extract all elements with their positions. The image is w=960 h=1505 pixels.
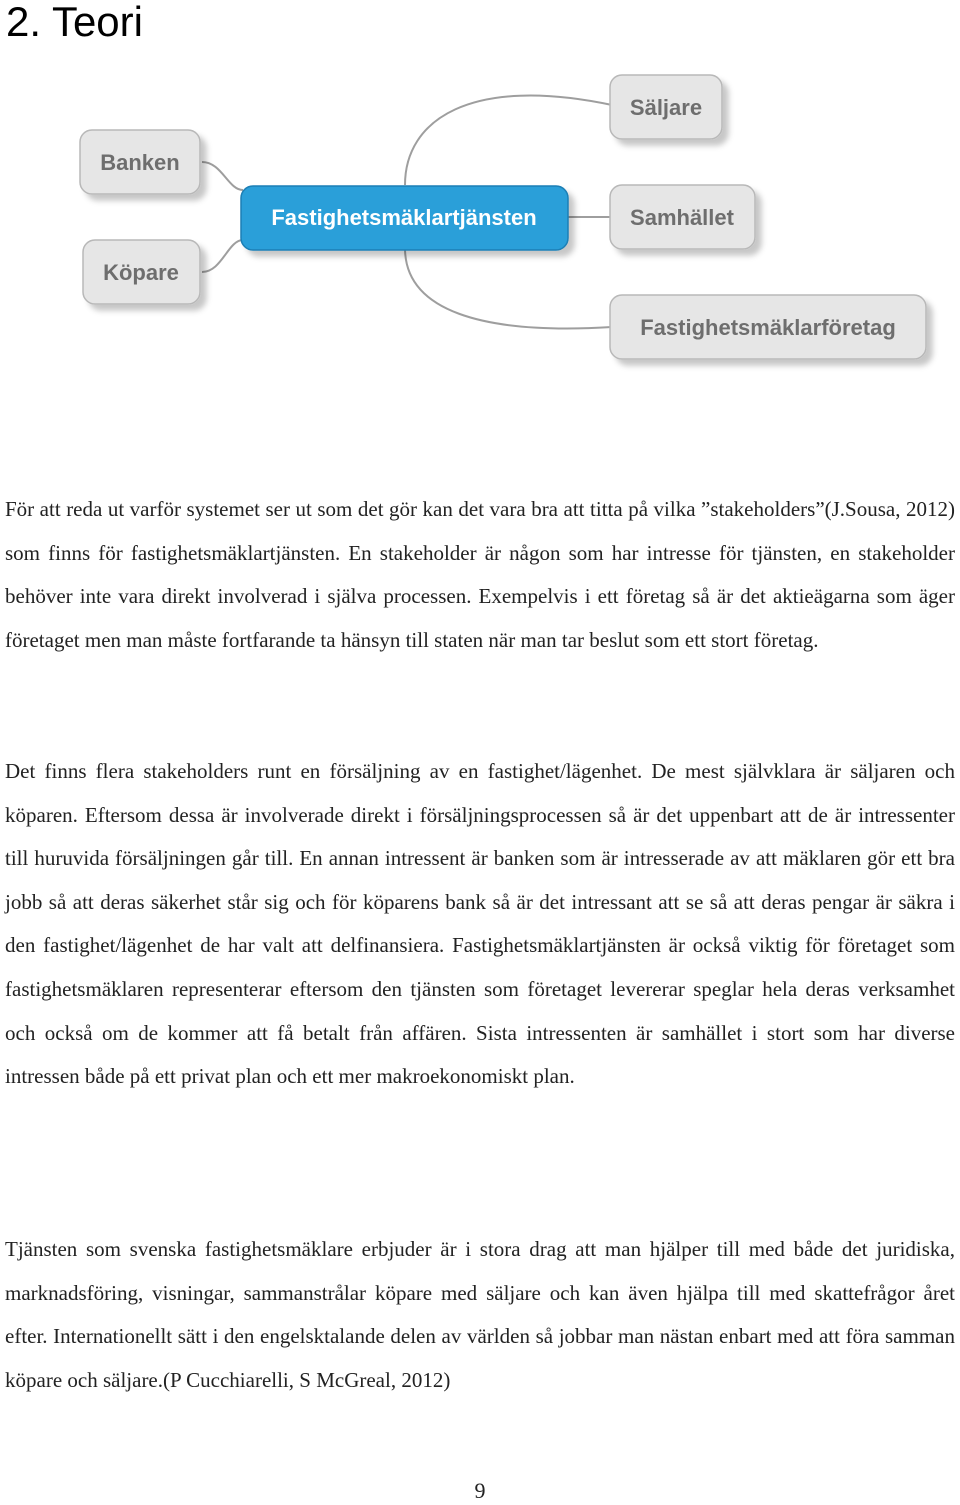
paragraph-2: Det finns flera stakeholders runt en försäljning av en fastighet/lägenhet. De mest självklara är säljaren och köparen. Eftersom dessa är involverade direkt i försäljningsprocessen så är det uppenbart att de är intressenter till huruvida försäljningen går till. En annan intressent är banken som är intresserade av att mäklaren gör ett bra jobb så att deras säkerhet står sig och för köparens bank så är det intressant att se så att deras pengar är säkra i den fastighet/lägenhet de har valt att delfinansiera. Fastighetsmäklartjänsten är också viktig för företaget som fastighetsmäklaren representerar eftersom den tjänsten som företaget levererar speglar hela deras verksamhet och också om de kommer att få betalt från affären. Sista intressenten är samhället i stort som har diverse intressen både på ett privat plan och ett mer makroekonomiskt plan.: [5, 759, 955, 1089]
paragraph-3: Tjänsten som svenska fastighetsmäklare erbjuder är i stora drag att man hjälper till med både det juridiska, marknadsföring, visningar, sammanstrålar köpare med säljare och kan även hjälpa till med skattefrågor året efter. Internationellt sätt i den engelsktalande delen av världen så jobbar man nästan enbart med att föra samman köpare och säljare.(P Cucchiarelli, S McGreal, 2012): [5, 1237, 955, 1392]
node-fastighetsmaklarforetag-label: Fastighetsmäklarföretag: [640, 315, 896, 340]
node-saljare-label: Säljare: [629, 95, 703, 120]
node-kopare: [83, 240, 200, 304]
stakeholder-mind-map: [0, 60, 960, 390]
connector-banken: [202, 162, 243, 190]
node-saljare: [610, 75, 722, 139]
connector-kopare: [202, 240, 243, 272]
node-center: [241, 186, 568, 250]
node-banken: [80, 130, 200, 194]
node-fastighetsmaklarforetag: [610, 295, 926, 359]
node-samhallet-label: Samhället: [630, 205, 734, 230]
node-center-label: Fastighetsmäklartjänsten: [271, 205, 537, 230]
page-number: 9: [474, 1478, 486, 1503]
connector-saljare: [405, 96, 612, 185]
section-heading: 2. Teori: [6, 0, 143, 45]
paragraph-1: För att reda ut varför systemet ser ut som det gör kan det vara bra att titta på vilka ”stakeholders”(J.Sousa, 2012) som finns för fastighetsmäklartjänsten. En stakeholder är någon som har intresse för tjänsten, en stakeholder behöver inte vara direkt involverad i själva processen. Exempelvis i ett företag så är det aktieägarna som äger företaget men man måste fortfarande ta hänsyn till staten när man tar beslut som ett stort företag.: [5, 497, 955, 652]
node-samhallet: [610, 185, 755, 249]
connector-foretag: [405, 248, 612, 328]
node-kopare-label: Köpare: [103, 260, 179, 285]
node-banken-label: Banken: [100, 150, 180, 175]
